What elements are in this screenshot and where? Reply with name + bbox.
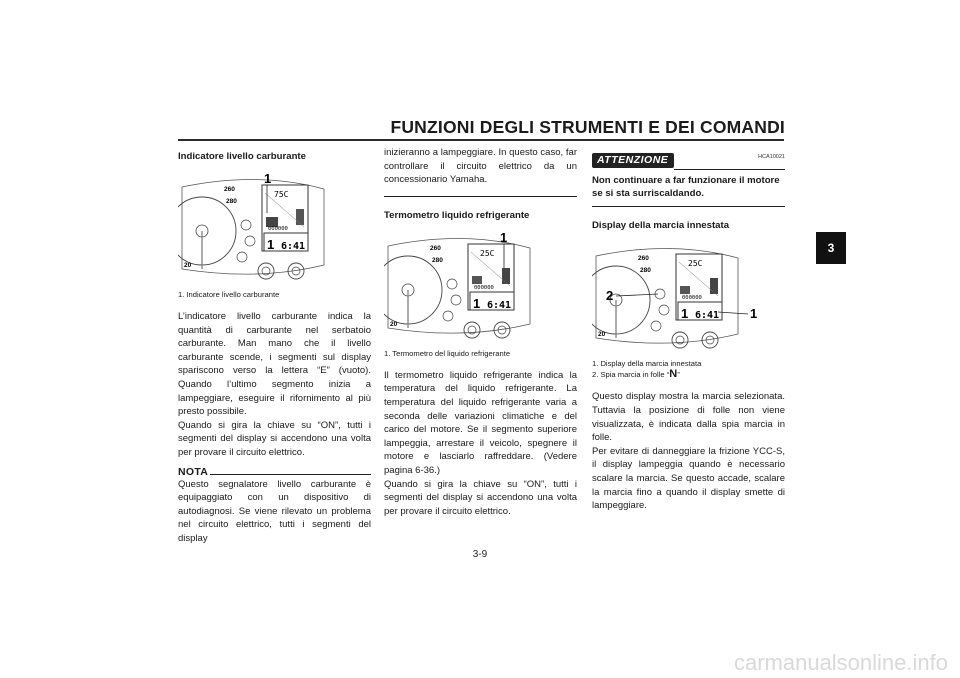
paragraph: Il termometro liquido refrigerante indica la temperatura del liquido refrigerante. La temperatura del liquido refrigerante varia a seconda delle variazioni climatiche e del carico del motore. Se il segmento superiore lampeggia, arrestare il veicolo, spegnere il motore e lasciarlo raffreddare. (Vedere pagina 6-36.) (384, 369, 577, 476)
dial-label-b: 280 (432, 256, 443, 264)
temp-readout: 25C (480, 248, 495, 258)
nota-rule (210, 474, 371, 475)
instrument-figure-coolant (384, 228, 534, 344)
caption-text: ” (677, 370, 680, 380)
watermark[interactable]: carmanualsonline.info (733, 650, 948, 675)
dashboard-illustration (178, 169, 328, 285)
section-heading-fuel: Indicatore livello carburante (178, 151, 306, 162)
figure-callout: 1 (264, 171, 272, 186)
title-rule (178, 139, 784, 141)
gear-readout: 1 (267, 237, 275, 252)
section-heading-coolant: Termometro liquido refrigerante (384, 209, 530, 221)
dial-label-a: 260 (638, 255, 649, 263)
gear-readout: 1 (473, 295, 481, 311)
dashboard-illustration (592, 238, 767, 354)
dial-label-c: 20 (390, 320, 398, 328)
section-rule (592, 206, 785, 207)
odometer-readout: 000000 (268, 226, 288, 232)
column-3 (592, 150, 785, 513)
page-number: 3-9 (472, 549, 488, 560)
column-1 (178, 150, 371, 546)
nota-label: NOTA (178, 465, 209, 478)
neutral-n-icon: N (669, 368, 678, 381)
dial-label-b: 280 (640, 267, 651, 275)
paragraph: Questo display mostra la marcia selezionata. Tuttavia la posizione di folle non viene visualizzata, è indicata dalla spia marcia in folle. (592, 391, 785, 444)
gear-readout: 1 (681, 306, 689, 322)
odometer-readout: 000000 (682, 295, 702, 302)
figure-caption: 1. Indicatore livello carburante (178, 290, 280, 299)
dial-label-b: 280 (226, 198, 237, 205)
attenzione-header (592, 153, 785, 168)
dial-label-a: 260 (224, 186, 235, 193)
column-2 (384, 147, 577, 518)
paragraph: Quando si gira la chiave su “ON”, tutti i segmenti del display si accendono una volta per provare il circuito elettrico. (384, 478, 577, 517)
paragraph: Quando si gira la chiave su “ON”, tutti i segmenti del display si accendono una volta per provare il circuito elettrico. (178, 419, 371, 458)
temp-readout: 75C (274, 190, 289, 199)
temp-readout: 25C (688, 259, 703, 269)
figure-callout: 1 (500, 229, 508, 245)
figure-caption: 1. Termometro del liquido refrigerante (384, 348, 511, 358)
figure-callout-1: 1 (750, 306, 758, 322)
odometer-readout: 000000 (474, 284, 494, 291)
attenzione-rule (674, 169, 785, 170)
paragraph: Per evitare di danneggiare la frizione YCC-S, il display lampeggia quando è necessario scalare la marcia. Se questo accade, scalare la marcia fino a quando il display smette di lampeggiare. (592, 445, 785, 512)
caption-text: 2. Spia marcia in folle “ (592, 370, 670, 380)
nota-header (178, 466, 371, 478)
clock-readout: 6:41 (695, 310, 720, 322)
attenzione-badge: ATTENZIONE (592, 153, 674, 168)
page-title: FUNZIONI DEGLI STRUMENTI E DEI COMANDI (390, 117, 785, 137)
paragraph: inizieranno a lampeggiare. In questo caso, far controllare il circuito elettrico da un concessionario Yamaha. (384, 147, 577, 186)
section-rule (384, 196, 577, 197)
figure-caption: 1. Display della marcia innestata (592, 359, 702, 369)
clock-readout: 6:41 (487, 299, 512, 311)
attenzione-text: Non continuare a far funzionare il motore se si sta surriscaldando. (592, 175, 780, 200)
figure-callout-2: 2 (606, 288, 614, 304)
attenzione-code: HCA10021 (758, 153, 785, 160)
instrument-figure-gear (592, 238, 767, 354)
paragraph: L’indicatore livello carburante indica la quantità di carburante nel serbatoio carburante. Man mano che il livello carburante scende, i segmenti sul display spariscono verso la lettera “E” (vuoto). Quando l’ultimo segmento inizia a lampeggiare, eseguire il rifornimento al più presto possibile. (178, 311, 371, 418)
instrument-figure-fuel (178, 169, 328, 285)
clock-readout: 6:41 (281, 241, 306, 252)
dial-label-c: 20 (184, 262, 192, 269)
dial-label-c: 20 (598, 331, 606, 339)
dial-label-a: 260 (430, 244, 441, 252)
nota-text: Questo segnalatore livello carburante è equipaggiato con un dispositivo di autodiagnosi. Se viene rilevato un problema nel circuito elettrico, tutti i segmenti del display (178, 478, 371, 544)
dashboard-illustration (384, 228, 534, 344)
figure-caption (592, 369, 785, 380)
chapter-tab[interactable]: 3 (816, 232, 846, 264)
section-heading-gear: Display della marcia innestata (592, 220, 730, 232)
